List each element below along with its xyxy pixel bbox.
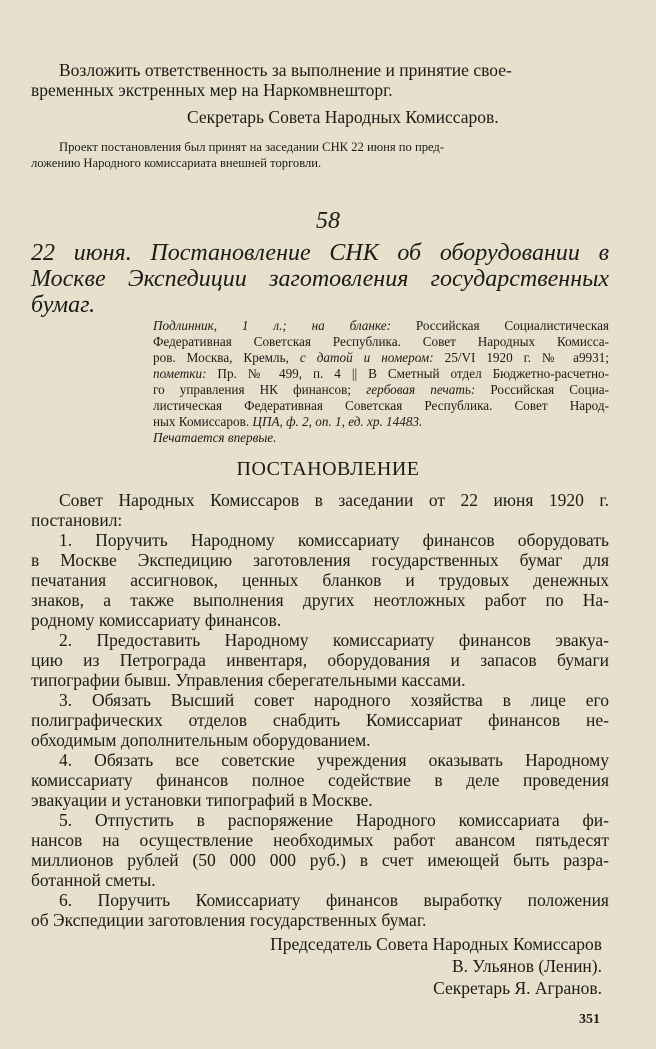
resolution-line: ботанной сметы. (31, 870, 156, 890)
page-number: 351 (579, 1012, 600, 1027)
source-note-line: ров. Москва, Кремль, с датой и номером: 25/VI 1920 г. № а9931; (153, 350, 609, 365)
resolution-line: Совет Народных Комиссаров в заседании от 22 июня 1920 г. (59, 490, 609, 510)
document-number: 58 (316, 208, 340, 234)
resolution-line: в Москве Экспедицию заготовления государственных бумаг для (31, 550, 609, 570)
resolution-line: эвакуации и установки типографий в Москве. (31, 790, 373, 810)
resolution-line: полиграфических отделов снабдить Комиссариат финансов не- (31, 710, 609, 730)
resolution-line: 4. Обязать все советские учреждения оказывать Народному (59, 750, 609, 770)
resolution-line: 5. Отпустить в распоряжение Народного комиссариата фи- (59, 810, 609, 830)
resolution-line: 6. Поручить Комиссариату финансов выработку положения (59, 890, 609, 910)
resolution-line: 3. Обязать Высший совет народного хозяйства в лице его (59, 690, 609, 710)
signature-chairman-name: В. Ульянов (Ленин). (452, 956, 602, 976)
resolution-title: ПОСТАНОВЛЕНИЕ (236, 458, 420, 480)
resolution-line: родному комиссариату финансов. (31, 610, 282, 630)
signature-secretary: Секретарь Я. Агранов. (433, 978, 602, 998)
source-note-line: листическая Федеративная Советская Республика. Совет Народ- (153, 398, 609, 413)
resolution-line: миллионов рублей (50 000 000 руб.) в счет имеющей быть разра- (31, 850, 609, 870)
source-note-line: Федеративная Советская Республика. Совет Народных Комисса- (153, 334, 609, 349)
footnote-line: Проект постановления был принят на заседании СНК 22 июня по пред- (59, 140, 445, 154)
resolution-line: знаков, а также выполнения других неотложных работ по На- (31, 590, 609, 610)
resolution-line: об Экспедиции заготовления государственных бумаг. (31, 910, 427, 930)
resolution-line: цию из Петрограда инвентаря, оборудования и запасов бумаги (31, 650, 609, 670)
resolution-line: нансов на осуществление необходимых работ авансом пятьдесят (31, 830, 609, 850)
signature-chairman-title: Председатель Совета Народных Комиссаров (270, 934, 602, 954)
signature-secretary: Секретарь Совета Народных Комиссаров. (187, 107, 499, 127)
resolution-line: постановил: (31, 510, 123, 530)
resolution-line: обходимым дополнительным оборудованием. (31, 730, 371, 750)
resolution-line: 2. Предоставить Народному комиссариату финансов эвакуа- (59, 630, 609, 650)
document-heading: бумаг. (31, 292, 96, 318)
source-note-line: го управления НК финансов; гербовая печать: Российская Социа- (153, 382, 609, 397)
resolution-line: 1. Поручить Народному комиссариату финансов оборудовать (59, 530, 609, 550)
resolution-line: печатания ассигновок, ценных бланков и трудовых денежных (31, 570, 609, 590)
document-heading: 22 июня. Постановление СНК об оборудовании в (31, 240, 609, 266)
text-line: Возложить ответственность за выполнение и принятие свое- (59, 60, 512, 80)
source-note-line: ных Комиссаров. ЦПА, ф. 2, оп. 1, ед. хр. 14483. (153, 414, 423, 429)
source-note-line: пометки: Пр. № 499, п. 4 || В Сметный отдел Бюджетно-расчетно- (153, 366, 609, 381)
resolution-line: комиссариату финансов полное содействие в деле проведения (31, 770, 609, 790)
resolution-line: типографии бывш. Управления сберегательными кассами. (31, 670, 466, 690)
text-line: временных экстренных мер на Наркомвнешторг. (31, 80, 393, 100)
document-heading: Москве Экспедиции заготовления государственных (31, 266, 609, 292)
footnote-line: ложению Народного комиссариата внешней торговли. (31, 156, 322, 170)
source-note-line: Подлинник, 1 л.; на бланке: Российская Социалистическая (153, 318, 609, 333)
publication-note: Печатается впервые. (153, 430, 277, 445)
